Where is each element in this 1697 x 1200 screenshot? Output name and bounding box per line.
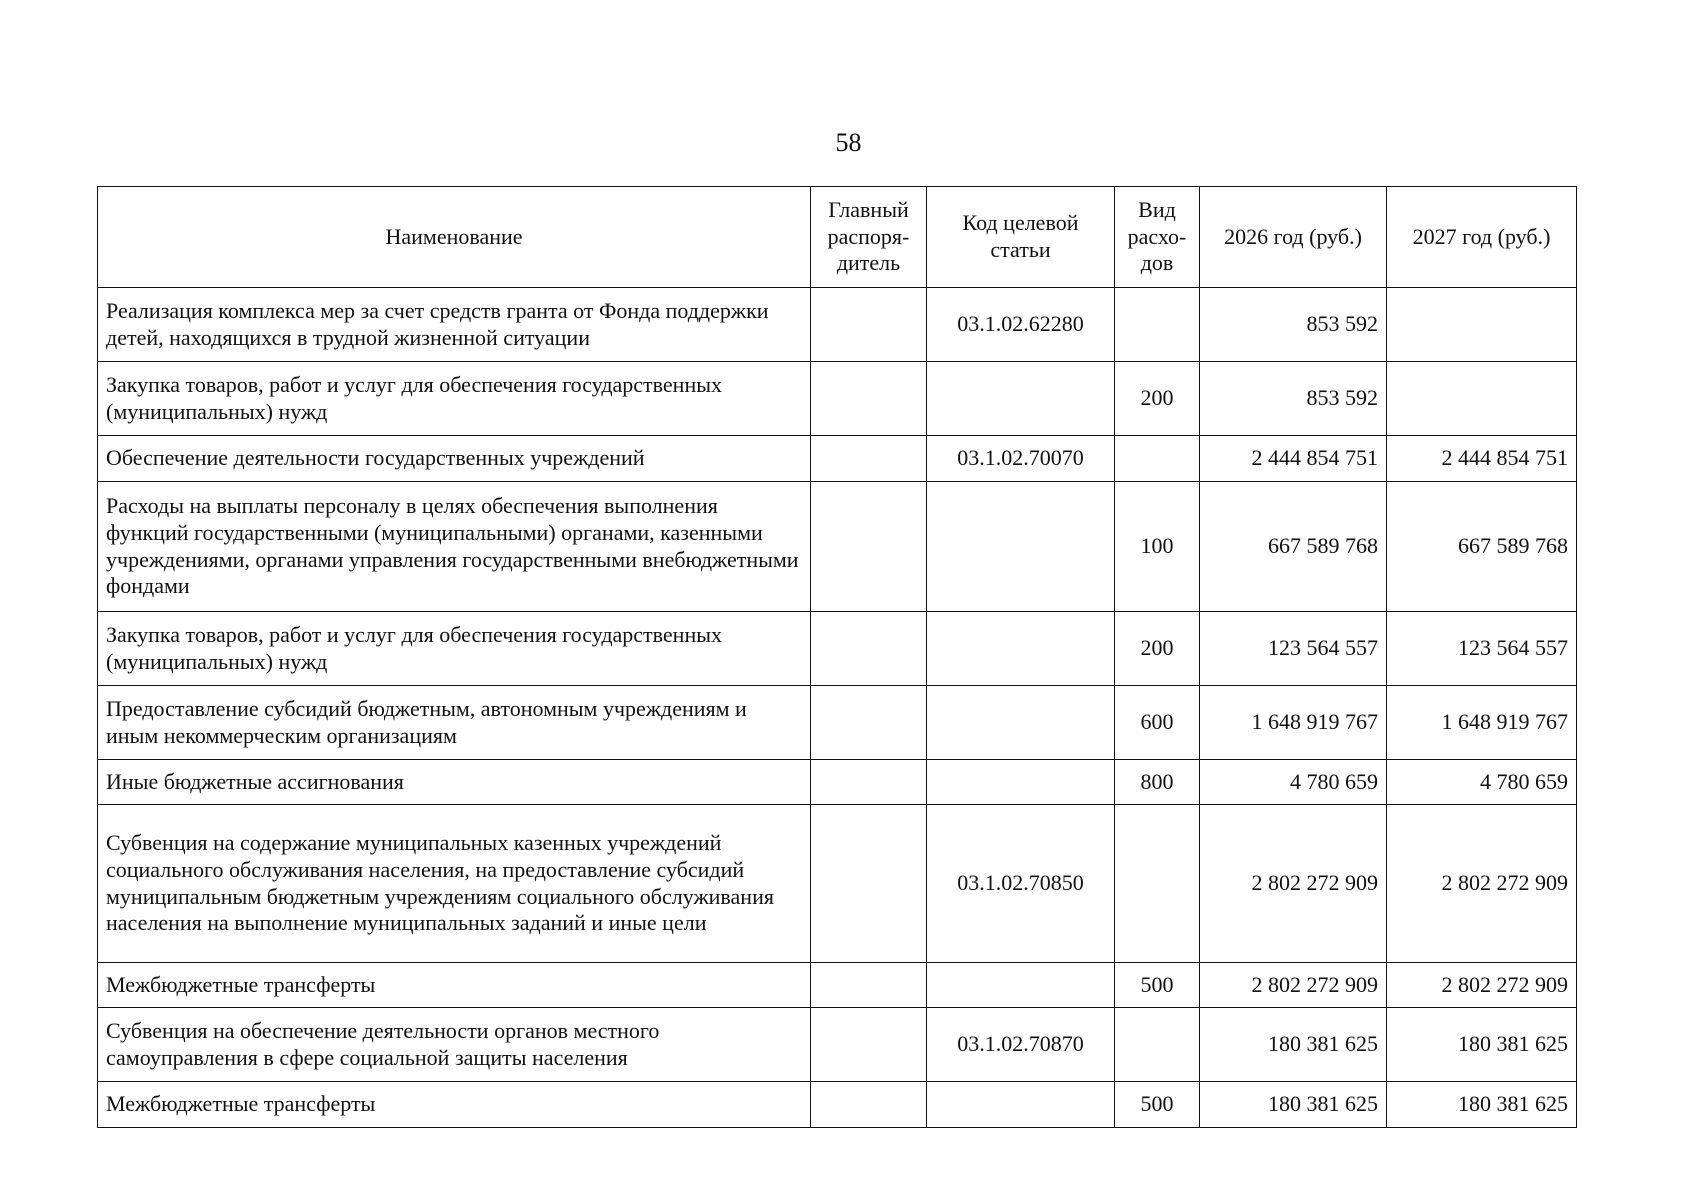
row-type: 600 xyxy=(1115,686,1200,760)
row-admin xyxy=(811,1008,927,1082)
row-code xyxy=(927,963,1115,1008)
row-type: 500 xyxy=(1115,1082,1200,1128)
row-type: 100 xyxy=(1115,482,1200,612)
table-row xyxy=(98,1008,1577,1082)
row-2027: 2 802 272 909 xyxy=(1387,963,1577,1008)
table-row xyxy=(98,612,1577,686)
row-name: Иные бюджетные ассигнования xyxy=(98,760,811,805)
row-name: Закупка товаров, работ и услуг для обеспечения государственных (муниципальных) нужд xyxy=(98,612,811,686)
table-row xyxy=(98,760,1577,805)
row-code xyxy=(927,482,1115,612)
row-name: Реализация комплекса мер за счет средств гранта от Фонда поддержки детей, находящихся в трудной жизненной ситуации xyxy=(98,288,811,362)
table-row xyxy=(98,436,1577,482)
header-admin: Главный распоря-дитель xyxy=(811,187,927,288)
row-code: 03.1.02.62280 xyxy=(927,288,1115,362)
row-2027: 180 381 625 xyxy=(1387,1082,1577,1128)
budget-table xyxy=(97,186,1577,1128)
row-name: Межбюджетные трансферты xyxy=(98,1082,811,1128)
table-row xyxy=(98,288,1577,362)
row-2027: 180 381 625 xyxy=(1387,1008,1577,1082)
row-2027 xyxy=(1387,288,1577,362)
row-2027: 1 648 919 767 xyxy=(1387,686,1577,760)
row-admin xyxy=(811,482,927,612)
header-2026: 2026 год (руб.) xyxy=(1200,187,1387,288)
row-2026: 2 444 854 751 xyxy=(1200,436,1387,482)
row-name: Межбюджетные трансферты xyxy=(98,963,811,1008)
row-type: 800 xyxy=(1115,760,1200,805)
row-2027: 123 564 557 xyxy=(1387,612,1577,686)
row-2026: 853 592 xyxy=(1200,362,1387,436)
table-row xyxy=(98,362,1577,436)
row-name: Расходы на выплаты персоналу в целях обеспечения выполнения функций государственными (муниципальными) органами, казенными учреждениями, органами управления государственными внебюджетными фондами xyxy=(98,482,811,612)
page-number: 58 xyxy=(835,128,862,157)
table-row xyxy=(98,482,1577,612)
row-2026: 2 802 272 909 xyxy=(1200,963,1387,1008)
row-code xyxy=(927,760,1115,805)
row-2027: 4 780 659 xyxy=(1387,760,1577,805)
row-2026: 180 381 625 xyxy=(1200,1082,1387,1128)
row-admin xyxy=(811,760,927,805)
row-admin xyxy=(811,805,927,963)
row-code xyxy=(927,686,1115,760)
header-row xyxy=(98,187,1577,288)
row-admin xyxy=(811,288,927,362)
row-2026: 2 802 272 909 xyxy=(1200,805,1387,963)
row-code: 03.1.02.70850 xyxy=(927,805,1115,963)
table-row xyxy=(98,686,1577,760)
row-2026: 123 564 557 xyxy=(1200,612,1387,686)
row-admin xyxy=(811,362,927,436)
row-2027: 2 444 854 751 xyxy=(1387,436,1577,482)
row-admin xyxy=(811,686,927,760)
row-2027: 2 802 272 909 xyxy=(1387,805,1577,963)
table-row xyxy=(98,963,1577,1008)
header-type: Вид расхо-дов xyxy=(1115,187,1200,288)
row-admin xyxy=(811,963,927,1008)
row-code xyxy=(927,612,1115,686)
row-code: 03.1.02.70870 xyxy=(927,1008,1115,1082)
header-2027: 2027 год (руб.) xyxy=(1387,187,1577,288)
row-2026: 667 589 768 xyxy=(1200,482,1387,612)
row-name: Субвенция на содержание муниципальных казенных учреждений социального обслуживания населения, на предоставление субсидий муниципальным бюджетным учреждениям социального обслуживания населения на выполнение муниципальных заданий и иные цели xyxy=(98,805,811,963)
row-2026: 4 780 659 xyxy=(1200,760,1387,805)
row-type xyxy=(1115,288,1200,362)
row-name: Обеспечение деятельности государственных учреждений xyxy=(98,436,811,482)
table-row xyxy=(98,805,1577,963)
row-name: Субвенция на обеспечение деятельности органов местного самоуправления в сфере социальной защиты населения xyxy=(98,1008,811,1082)
row-type: 500 xyxy=(1115,963,1200,1008)
table-header xyxy=(98,187,1577,288)
row-2026: 853 592 xyxy=(1200,288,1387,362)
header-name: Наименование xyxy=(98,187,811,288)
row-type xyxy=(1115,1008,1200,1082)
row-admin xyxy=(811,436,927,482)
row-type xyxy=(1115,436,1200,482)
table-row xyxy=(98,1082,1577,1128)
row-code: 03.1.02.70070 xyxy=(927,436,1115,482)
row-code xyxy=(927,362,1115,436)
row-type: 200 xyxy=(1115,612,1200,686)
row-type: 200 xyxy=(1115,362,1200,436)
row-2027: 667 589 768 xyxy=(1387,482,1577,612)
header-code: Код целевой статьи xyxy=(927,187,1115,288)
row-admin xyxy=(811,1082,927,1128)
row-2027 xyxy=(1387,362,1577,436)
row-admin xyxy=(811,612,927,686)
row-2026: 1 648 919 767 xyxy=(1200,686,1387,760)
row-name: Предоставление субсидий бюджетным, автономным учреждениям и иным некоммерческим организациям xyxy=(98,686,811,760)
row-2026: 180 381 625 xyxy=(1200,1008,1387,1082)
table-body xyxy=(98,288,1577,1128)
row-code xyxy=(927,1082,1115,1128)
row-type xyxy=(1115,805,1200,963)
row-name: Закупка товаров, работ и услуг для обеспечения государственных (муниципальных) нужд xyxy=(98,362,811,436)
